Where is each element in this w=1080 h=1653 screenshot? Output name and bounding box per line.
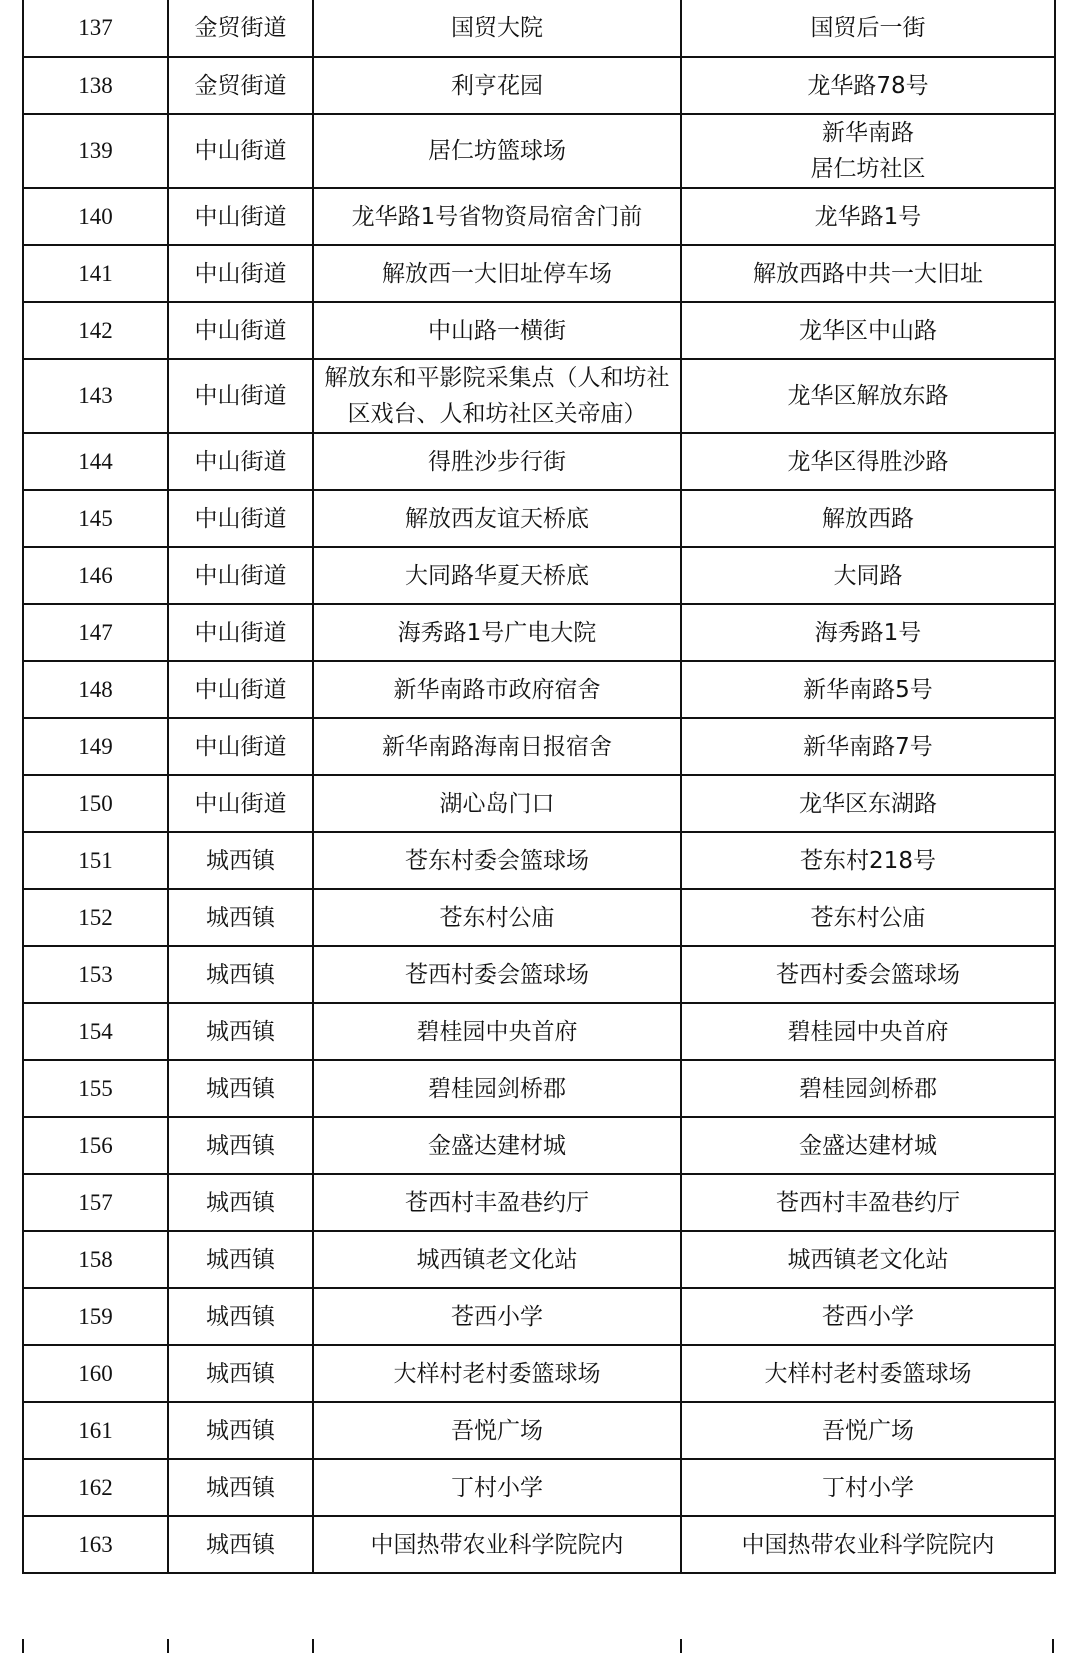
site-name-cell (313, 302, 681, 359)
row-number-cell: 152 (23, 889, 168, 946)
row-number-cell: 158 (23, 1231, 168, 1288)
table-row (23, 1003, 1055, 1060)
street-cell: 金贸街道 (168, 0, 313, 57)
table-row (23, 547, 1055, 604)
site-name-cell (313, 1288, 681, 1345)
address-cell (681, 0, 1055, 57)
row-number-cell: 159 (23, 1288, 168, 1345)
table-row (23, 1402, 1055, 1459)
street-cell: 中山街道 (168, 245, 313, 302)
address-cell-line: 苍东村公庙 (810, 904, 926, 931)
street-cell: 城西镇 (168, 1345, 313, 1402)
street-cell: 城西镇 (168, 1117, 313, 1174)
site-name-cell-line: 丁村小学 (451, 1474, 543, 1501)
address-cell-line: 解放西路 (822, 505, 914, 532)
site-name-cell-line: 碧桂园剑桥郡 (428, 1075, 566, 1102)
site-name-cell-line: 新华南路海南日报宿舍 (382, 733, 612, 760)
site-name-cell-line: 新华南路市政府宿舍 (393, 676, 601, 703)
street-cell: 中山街道 (168, 547, 313, 604)
street-cell: 城西镇 (168, 1174, 313, 1231)
row-number-cell: 146 (23, 547, 168, 604)
site-name-cell (313, 490, 681, 547)
table-row (23, 57, 1055, 114)
site-name-cell-line: 居仁坊篮球场 (428, 138, 566, 164)
row-number-cell: 139 (23, 114, 168, 188)
street-cell: 城西镇 (168, 1060, 313, 1117)
site-name-cell-line: 国贸大院 (451, 15, 543, 41)
row-number-cell: 143 (23, 359, 168, 433)
site-name-cell (313, 661, 681, 718)
address-cell (681, 1402, 1055, 1459)
row-number-cell: 156 (23, 1117, 168, 1174)
address-cell (681, 1459, 1055, 1516)
table-row (23, 490, 1055, 547)
row-number-cell: 137 (23, 0, 168, 57)
site-name-cell (313, 1174, 681, 1231)
address-cell-line: 龙华区东湖路 (799, 790, 937, 817)
table-row (23, 302, 1055, 359)
site-name-cell (313, 1459, 681, 1516)
site-name-cell (313, 718, 681, 775)
street-cell: 中山街道 (168, 775, 313, 832)
address-cell-line: 大样村老村委篮球场 (764, 1360, 972, 1387)
street-cell: 中山街道 (168, 302, 313, 359)
site-name-cell-line: 利亨花园 (451, 72, 543, 99)
address-cell-line: 大同路 (833, 562, 903, 589)
site-name-cell (313, 604, 681, 661)
address-cell (681, 718, 1055, 775)
table-row (23, 1231, 1055, 1288)
site-name-cell-line: 中山路一横街 (428, 317, 566, 344)
site-name-cell (313, 114, 681, 188)
street-cell: 城西镇 (168, 1516, 313, 1573)
address-cell-line: 海秀路1号 (814, 619, 922, 646)
row-number-cell: 160 (23, 1345, 168, 1402)
address-cell-line: 中国热带农业科学院院内 (741, 1531, 995, 1558)
row-number-cell: 149 (23, 718, 168, 775)
street-cell: 中山街道 (168, 114, 313, 188)
table-row (23, 889, 1055, 946)
site-name-cell (313, 245, 681, 302)
table-row (23, 1516, 1055, 1573)
street-cell: 中山街道 (168, 604, 313, 661)
address-cell-line: 碧桂园中央首府 (787, 1018, 949, 1045)
street-cell: 中山街道 (168, 718, 313, 775)
street-cell: 城西镇 (168, 889, 313, 946)
site-name-cell-line: 得胜沙步行街 (428, 448, 566, 475)
address-cell (681, 1003, 1055, 1060)
site-name-cell-line: 苍西村丰盈巷约厅 (405, 1189, 589, 1216)
site-name-cell (313, 1345, 681, 1402)
address-cell-line: 新华南路7号 (803, 733, 933, 760)
street-cell: 城西镇 (168, 1402, 313, 1459)
site-name-cell (313, 775, 681, 832)
site-name-cell (313, 0, 681, 57)
site-name-cell-line: 苍西村委会篮球场 (405, 961, 589, 988)
street-cell: 城西镇 (168, 832, 313, 889)
address-cell (681, 490, 1055, 547)
site-name-cell-line: 苍西小学 (451, 1303, 543, 1330)
address-cell-line: 苍西村丰盈巷约厅 (776, 1189, 960, 1216)
table-row (23, 1459, 1055, 1516)
row-number-cell: 147 (23, 604, 168, 661)
table-row (23, 359, 1055, 433)
site-name-cell (313, 1003, 681, 1060)
address-cell (681, 359, 1055, 433)
address-cell (681, 1516, 1055, 1573)
site-name-cell-line: 解放东和平影院采集点（人和坊社 (324, 365, 670, 391)
site-name-cell-line: 金盛达建材城 (428, 1132, 566, 1159)
table-row (23, 604, 1055, 661)
address-cell-line: 碧桂园剑桥郡 (799, 1075, 937, 1102)
table-row (23, 661, 1055, 718)
address-cell (681, 302, 1055, 359)
street-cell: 城西镇 (168, 946, 313, 1003)
site-name-cell-line: 吾悦广场 (451, 1417, 543, 1444)
address-cell (681, 245, 1055, 302)
site-name-cell-line: 大同路华夏天桥底 (405, 562, 589, 589)
address-cell (681, 946, 1055, 1003)
row-number-cell: 142 (23, 302, 168, 359)
street-cell: 城西镇 (168, 1459, 313, 1516)
street-cell: 中山街道 (168, 188, 313, 245)
address-cell (681, 433, 1055, 490)
site-name-cell (313, 57, 681, 114)
site-name-cell (313, 1060, 681, 1117)
address-cell (681, 1288, 1055, 1345)
table-row (23, 188, 1055, 245)
address-cell-line: 龙华区中山路 (799, 317, 937, 344)
address-cell-line: 城西镇老文化站 (787, 1246, 949, 1273)
site-name-cell-line: 龙华路1号省物资局宿舍门前 (351, 203, 643, 230)
site-name-cell (313, 889, 681, 946)
site-name-cell (313, 433, 681, 490)
street-cell: 城西镇 (168, 1231, 313, 1288)
site-name-cell-line: 苍东村公庙 (439, 904, 555, 931)
street-cell: 城西镇 (168, 1288, 313, 1345)
row-number-cell: 153 (23, 946, 168, 1003)
site-name-cell (313, 547, 681, 604)
sampling-site-table-container (22, 0, 1054, 1574)
row-number-cell: 161 (23, 1402, 168, 1459)
site-name-cell (313, 832, 681, 889)
row-number-cell: 140 (23, 188, 168, 245)
site-name-cell (313, 359, 681, 433)
address-cell (681, 1174, 1055, 1231)
row-number-cell: 150 (23, 775, 168, 832)
address-cell (681, 1231, 1055, 1288)
row-number-cell: 144 (23, 433, 168, 490)
street-cell: 中山街道 (168, 359, 313, 433)
street-cell: 中山街道 (168, 433, 313, 490)
site-name-cell (313, 1231, 681, 1288)
table-body (23, 0, 1055, 1573)
site-name-cell (313, 946, 681, 1003)
street-cell: 中山街道 (168, 490, 313, 547)
site-name-cell-line: 区戏台、人和坊社区关帝庙） (347, 401, 647, 427)
row-number-cell: 155 (23, 1060, 168, 1117)
row-number-cell: 145 (23, 490, 168, 547)
row-number-cell: 163 (23, 1516, 168, 1573)
table-row (23, 433, 1055, 490)
address-cell-line: 解放西路中共一大旧址 (753, 260, 983, 287)
site-name-cell-line: 湖心岛门口 (439, 790, 555, 817)
site-name-cell-line: 中国热带农业科学院院内 (370, 1531, 624, 1558)
table-row (23, 245, 1055, 302)
sampling-site-table (22, 0, 1056, 1574)
row-number-cell: 138 (23, 57, 168, 114)
street-cell: 城西镇 (168, 1003, 313, 1060)
site-name-cell (313, 1117, 681, 1174)
address-cell-line: 金盛达建材城 (799, 1132, 937, 1159)
address-cell (681, 547, 1055, 604)
table-row (23, 1117, 1055, 1174)
address-cell-line: 丁村小学 (822, 1474, 914, 1501)
address-cell-line: 居仁坊社区 (810, 156, 926, 182)
site-name-cell-line: 解放西一大旧址停车场 (382, 260, 612, 287)
row-number-cell: 141 (23, 245, 168, 302)
row-number-cell: 157 (23, 1174, 168, 1231)
address-cell (681, 661, 1055, 718)
site-name-cell (313, 1516, 681, 1573)
table-row (23, 718, 1055, 775)
table-row (23, 1060, 1055, 1117)
street-cell: 中山街道 (168, 661, 313, 718)
address-cell-line: 龙华区得胜沙路 (787, 448, 949, 475)
site-name-cell-line: 海秀路1号广电大院 (397, 619, 597, 646)
address-cell-line: 苍西小学 (822, 1303, 914, 1330)
address-cell-line: 苍东村218号 (800, 847, 936, 874)
address-cell-line: 龙华路1号 (814, 203, 922, 230)
address-cell (681, 1345, 1055, 1402)
address-cell-line: 吾悦广场 (822, 1417, 914, 1444)
table-row (23, 1345, 1055, 1402)
row-number-cell: 151 (23, 832, 168, 889)
site-name-cell-line: 大样村老村委篮球场 (393, 1360, 601, 1387)
address-cell (681, 114, 1055, 188)
table-row (23, 946, 1055, 1003)
table-row (23, 1174, 1055, 1231)
row-number-cell: 154 (23, 1003, 168, 1060)
address-cell-line: 苍西村委会篮球场 (776, 961, 960, 988)
row-number-cell: 148 (23, 661, 168, 718)
table-row (23, 775, 1055, 832)
address-cell-line: 新华南路5号 (803, 676, 933, 703)
row-number-cell: 162 (23, 1459, 168, 1516)
site-name-cell (313, 1402, 681, 1459)
address-cell (681, 604, 1055, 661)
address-cell (681, 188, 1055, 245)
address-cell (681, 57, 1055, 114)
address-cell (681, 832, 1055, 889)
street-cell: 金贸街道 (168, 57, 313, 114)
address-cell-line: 龙华路78号 (807, 72, 929, 99)
table-row (23, 0, 1055, 57)
address-cell (681, 1060, 1055, 1117)
site-name-cell-line: 苍东村委会篮球场 (405, 847, 589, 874)
site-name-cell (313, 188, 681, 245)
address-cell (681, 889, 1055, 946)
address-cell (681, 775, 1055, 832)
site-name-cell-line: 解放西友谊天桥底 (405, 505, 589, 532)
address-cell-line: 国贸后一街 (810, 15, 926, 41)
table-row (23, 1288, 1055, 1345)
address-cell-line: 龙华区解放东路 (787, 383, 949, 409)
address-cell-line: 新华南路 (822, 120, 914, 146)
site-name-cell-line: 城西镇老文化站 (416, 1246, 578, 1273)
site-name-cell-line: 碧桂园中央首府 (416, 1018, 578, 1045)
table-row (23, 832, 1055, 889)
table-row (23, 114, 1055, 188)
address-cell (681, 1117, 1055, 1174)
